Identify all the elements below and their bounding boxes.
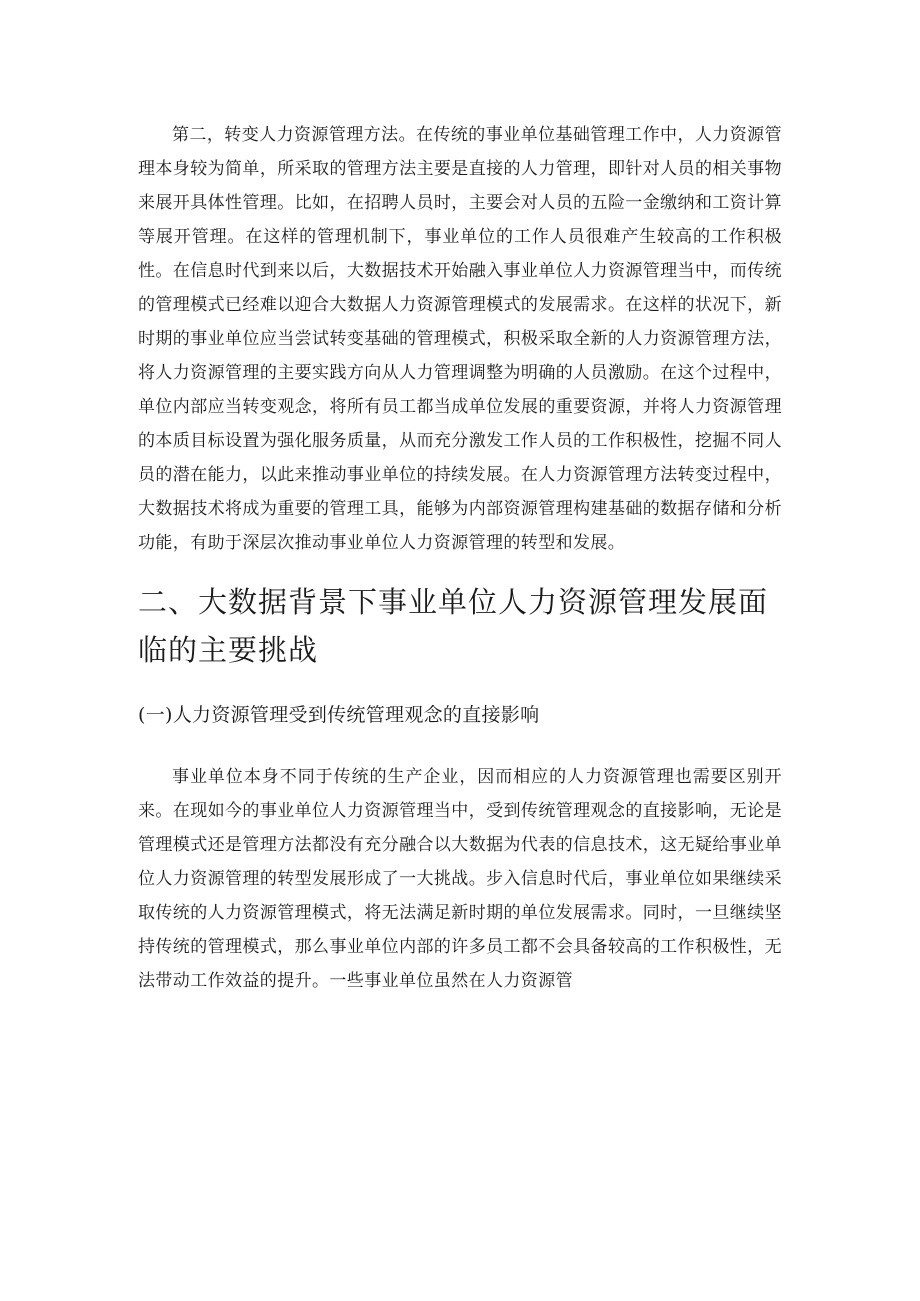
body-paragraph-1: 第二，转变人力资源管理方法。在传统的事业单位基础管理工作中，人力资源管理本身较为简单，所采取的管理方法主要是直接的人力管理，即针对人员的相关事物来展开具体性管理。比如，在招聘人员时，主要会对人员的五险一金缴纳和工资计算等展开管理。在这样的管理机制下，事业单位的工作人员很难产生较高的工作积极性。在信息时代到来以后，大数据技术开始融入事业单位人力资源管理当中，而传统的管理模式已经难以迎合大数据人力资源管理模式的发展需求。在这样的状况下，新时期的事业单位应当尝试转变基础的管理模式，积极采取全新的人力资源管理方法，将人力资源管理的主要实践方向从人力管理调整为明确的人员激励。在这个过程中，单位内部应当转变观念，将所有员工都当成单位发展的重要资源，并将人力资源管理的本质目标设置为强化服务质量，从而充分激发工作人员的工作积极性，挖掘不同人员的潜在能力，以此来推动事业单位的持续发展。在人力资源管理方法转变过程中，大数据技术将成为重要的管理工具，能够为内部资源管理构建基础的数据存储和分析功能，有助于深层次推动事业单位人力资源管理的转型和发展。 [138, 125, 782, 553]
body-paragraph-2: 事业单位本身不同于传统的生产企业，因而相应的人力资源管理也需要区别开来。在现如今的事业单位人力资源管理当中，受到传统管理观念的直接影响，无论是管理模式还是管理方法都没有充分融合以大数据为代表的信息技术，这无疑给事业单位人力资源管理的转型发展形成了一大挑战。步入信息时代后，事业单位如果继续采取传统的人力资源管理模式，将无法满足新时期的单位发展需求。同时，一旦继续坚持传统的管理模式，那么事业单位内部的许多员工都不会具备较高的工作积极性，无法带动工作效益的提升。一些事业单位虽然在人力资源管 [138, 767, 782, 991]
section-heading: 二、大数据背景下事业单位人力资源管理发展面临的主要挑战 [138, 585, 769, 667]
document-page [138, 118, 782, 998]
subsection-heading: (一)人力资源管理受到传统管理观念的直接影响 [138, 704, 540, 726]
